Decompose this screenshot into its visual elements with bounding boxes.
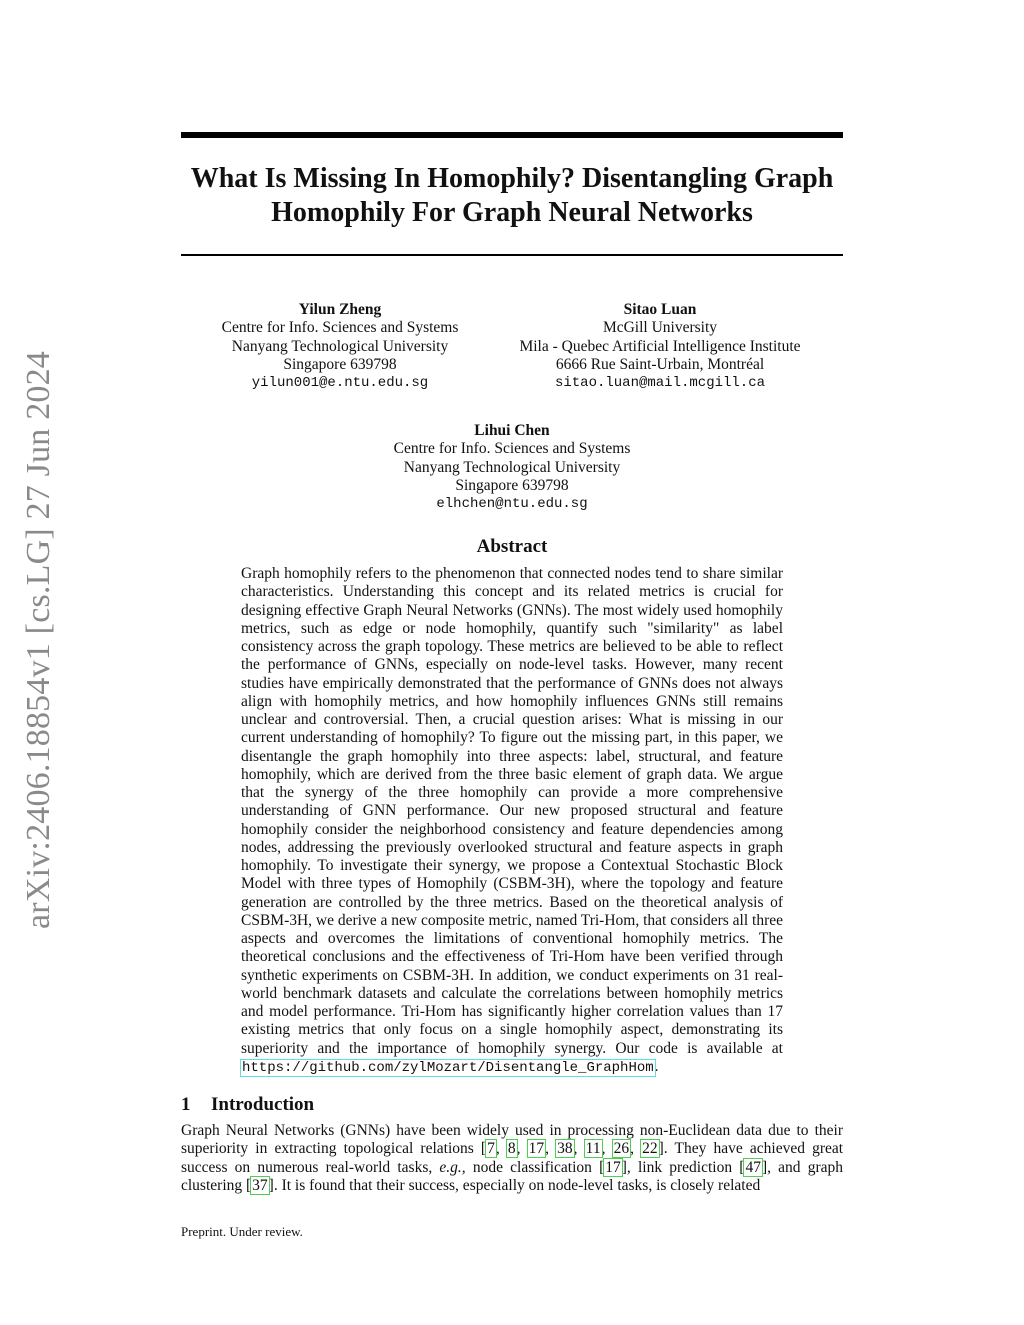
abstract-text: Graph homophily refers to the phenomenon that connected nodes tend to share similar characteristics. Understanding this concept and its related metrics is crucial for designing effective Graph Neural Networks (GNNs). The most widely used homophily metrics, such as edge or node homophily, quantify such "similarity" as label consistency across the graph topology. These metrics are believed to be able to reflect the performance of GNNs, especially on node-level tasks. However, many recent studies have empirically demonstrated that the performance of GNNs does not always align with homophily metrics, and how homophily influences GNNs still remains unclear and controversial. Then, a crucial question arises: What is missing in our current understanding of homophily? To figure out the missing part, in this paper, we disentangle the graph homophily into three aspects: label, structural, and feature homophily, which are derived from the three basic element of graph data. We argue that the synergy of the three homophily can provide a more comprehensive understanding of GNN performance. Our new proposed structural and feature homophily consider the neighborhood consistency and feature dependencies among nodes, addressing the previously overlooked structural and feature aspects in graph homophily. To investigate their synergy, we propose a Contextual Stochastic Block Model with three types of Homophily (CSBM-3H), where the topology and feature generation are controlled by the three metrics. Based on the theoretical analysis of CSBM-3H, we derive a new composite metric, named Tri-Hom, that considers all three aspects and overcomes the limitations of conventional homophily metrics. The theoretical conclusions and the effectiveness of Tri-Hom have been verified through synthetic experiments on CSBM-3H. In addition, we conduct experiments on 31 real-world benchmark datasets and calculate the correlations between homophily metrics and model performance. Tri-Hom has significantly higher correlation values than 17 existing metrics that only focus on a single homophily aspect, demonstrating its superiority and the importance of homophily synergy. Our code is available at: [241, 565, 783, 1057]
intro-text: node classification [: [465, 1158, 605, 1176]
intro-text: ]. It is found that their success, especially on node-level tasks, is closely related: [268, 1176, 761, 1194]
title-rule-top: [181, 132, 843, 138]
arxiv-id: arXiv:2406.18854v1 [cs.LG] 27 Jun 2024: [20, 351, 57, 929]
author-name: Lihui Chen: [474, 422, 550, 439]
section-heading: [181, 1094, 314, 1116]
intro-text: Graph Neural Networks (GNNs) have been widely used in processing non-Euclidean data due to their superiority in extracting topological relations [: [181, 1122, 843, 1158]
author-name: Sitao Luan: [623, 301, 697, 318]
author-name: Yilun Zheng: [298, 301, 382, 318]
intro-paragraph: Graph Neural Networks (GNNs) have been widely used in processing non-Euclidean data due to their superiority in extracting topological relations [7, 8, 17, 38, 11, 26, 22]. They have achieved great success on numerous real-world tasks, e.g., node classification [17], link prediction [47], and graph clustering [37]. It is found that their success, especially on node-level tasks, is closely related: [181, 1122, 844, 1194]
citation-link[interactable]: 7: [487, 1140, 495, 1158]
author-affiliation: Nanyang Technological University: [403, 458, 621, 476]
section-number: 1: [181, 1094, 191, 1115]
intro-eg: e.g.,: [439, 1158, 466, 1176]
citation-link[interactable]: 26: [613, 1140, 630, 1158]
author-email[interactable]: elhchen@ntu.edu.sg: [436, 496, 588, 513]
abstract-body: [241, 565, 783, 1077]
citation-link[interactable]: 8: [507, 1140, 516, 1158]
author-affiliation: McGill University: [602, 319, 718, 337]
abstract-heading: Abstract: [476, 536, 548, 557]
author-address: Singapore 639798: [455, 476, 569, 494]
author-email[interactable]: yilun001@e.ntu.edu.sg: [251, 375, 429, 392]
citation-link[interactable]: 47: [745, 1158, 761, 1176]
author-affiliation: Centre for Info. Sciences and Systems: [393, 440, 631, 458]
author-affiliation: Mila - Quebec Artificial Intelligence Institute: [519, 337, 801, 355]
citation-link[interactable]: 11: [585, 1140, 601, 1158]
author-address: Singapore 639798: [283, 355, 397, 373]
author-affiliation: Nanyang Technological University: [231, 337, 449, 355]
citation-link[interactable]: 22: [642, 1140, 658, 1158]
intro-text: ], and graph clustering [: [181, 1158, 843, 1194]
author-email[interactable]: sitao.luan@mail.mcgill.ca: [554, 375, 766, 392]
citation-link[interactable]: 38: [557, 1140, 573, 1158]
title-rule-bottom: [181, 254, 843, 256]
citation-link[interactable]: 17: [605, 1158, 621, 1176]
section-title: Introduction: [211, 1094, 315, 1115]
page-footer: Preprint. Under review.: [181, 1224, 303, 1239]
author-affiliation: Centre for Info. Sciences and Systems: [221, 319, 459, 337]
author-block-3: [362, 422, 662, 513]
author-block-2: [490, 301, 830, 392]
author-address: 6666 Rue Saint-Urbain, Montréal: [555, 355, 765, 373]
citation-link[interactable]: 17: [528, 1140, 545, 1158]
code-link[interactable]: https://github.com/zylMozart/Disentangle_GraphHom: [242, 1059, 654, 1076]
abstract-end: .: [654, 1057, 659, 1075]
paper-title: What Is Missing In Homophily? Disentangling Graph Homophily For Graph Neural Networks: [190, 163, 834, 228]
author-block-1: [190, 301, 490, 392]
arxiv-sidebar-stamp: [14, 335, 64, 945]
citation-link[interactable]: 37: [252, 1176, 268, 1194]
intro-text: ], link prediction [: [621, 1158, 745, 1176]
intro-text: ]. They have achieved great success on numerous real-world tasks,: [181, 1140, 844, 1176]
